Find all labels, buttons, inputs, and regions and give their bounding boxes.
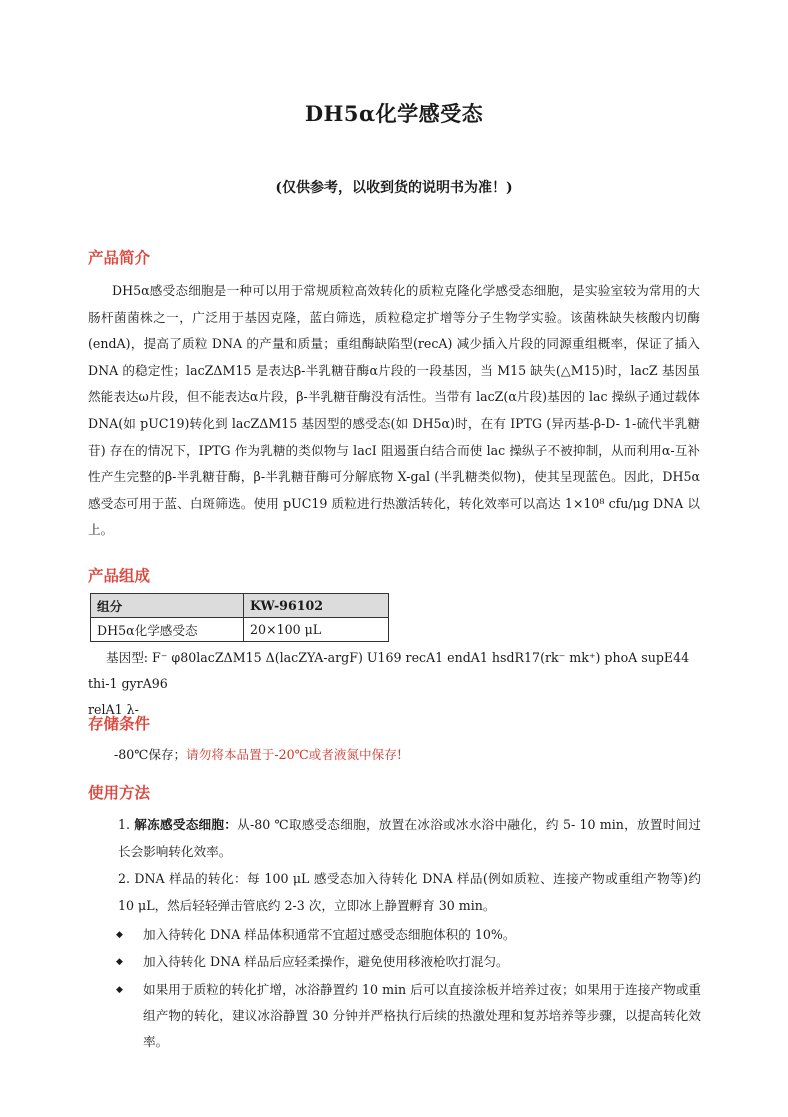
step-text: 从-80 ℃取感受态细胞，放置在冰浴或冰水浴中融化，约 5- 10 min，放置时间过长会影响转化效率。 — [118, 817, 701, 859]
section-heading-usage: 使用方法 — [88, 784, 151, 802]
list-item: 加入待转化 DNA 样品体积通常不宜超过感受态细胞体积的 10%。 — [143, 927, 516, 942]
intro-paragraph — [88, 278, 700, 544]
section-heading-composition: 产品组成 — [88, 567, 151, 585]
usage-step-2: 2. DNA 样品的转化：每 100 μL 感受态加入待转化 DNA 样品(例如质粒、连接产物或重组产物等)约 10 μL，然后轻轻弹击管底约 2-3 次，立即冰上静置孵育 30 min。 — [118, 871, 701, 913]
step-title: 解冻感受态细胞： — [134, 817, 238, 832]
list-item: 如果用于质粒的转化扩增，冰浴静置约 10 min 后可以直接涂板并培养过夜；如果用于连接产物或重组产物的转化，建议冰浴静置 30 分钟并严格执行后续的热激处理和复苏培养等步骤，以提高转化效率。 — [143, 982, 701, 1049]
table-cell: DH5α化学感受态 — [91, 618, 244, 642]
storage-text — [114, 742, 700, 769]
table-header-row — [91, 594, 389, 618]
storage-text-main: -80℃保存； — [114, 747, 187, 762]
list-item: 加入待转化 DNA 样品后应轻柔操作，避免使用移液枪吹打混匀。 — [143, 954, 509, 969]
genotype-line-2: relA1 λ- — [88, 702, 139, 717]
composition-table — [90, 593, 389, 642]
section-heading-storage: 存储条件 — [88, 715, 151, 733]
table-header-cell: 组分 — [91, 594, 244, 618]
table-cell: 20×100 μL — [244, 618, 389, 642]
genotype-line-1: 基因型: F⁻ φ80lacZΔM15 Δ(lacZYA-argF) U169 recA1 endA1 hsdR17(rk⁻ mk⁺) phoA supE44 thi-1 gyrA96 — [88, 650, 690, 691]
document-subtitle: (仅供参考，以收到货的说明书为准！) — [275, 180, 513, 196]
storage-warning: 请勿将本品置于-20℃或者液氮中保存! — [186, 747, 402, 762]
table-header-cell: KW-96102 — [244, 594, 389, 618]
section-heading-intro: 产品简介 — [88, 249, 151, 267]
table-row — [91, 618, 389, 642]
usage-step-1 — [118, 811, 701, 865]
genotype-text — [88, 645, 702, 723]
step-number: 1. — [118, 817, 131, 832]
bullet-diamond-icon: ◆ — [116, 985, 123, 995]
document-title: DH5α化学感受态 — [304, 101, 484, 126]
intro-text: DH5α感受态细胞是一种可以用于常规质粒高效转化的质粒克隆化学感受态细胞，是实验室较为常用的大肠杆菌菌株之一，广泛用于基因克隆，蓝白筛选，质粒稳定扩增等分子生物学实验。该菌株缺失核酸内切酶(endA)，提高了质粒 DNA 的产量和质量；重组酶缺陷型(recA) 减少插入片段的同源重组概率，保证了插入 DNA 的稳定性；lacZΔM15 是表达β-半乳糖苷酶α片段的一段基因，当 M15 缺失(△M15)时，lacZ 基因虽然能表达ω片段，但不能表达α片段，β-半乳糖苷酶没有活性。当带有 lacZ(α片段)基因的 lac 操纵子通过载体 DNA(如 pUC19)转化到 lacZΔM15 基因型的感受态(如 DH5α)时，在有 IPTG (异丙基-β-D- 1-硫代半乳糖苷) 存在的情况下，IPTG 作为乳糖的类似物与 lacI 阻遏蛋白结合而使 lac 操纵子不被抑制，从而利用α-互补性产生完整的β-半乳糖苷酶，β-半乳糖苷酶可分解底物 X-gal (半乳糖类似物)，使其呈现蓝色。因此，DH5α感受态可用于蓝、白斑筛选。使用 pUC19 质粒进行热激活转化，转化效率可以高达 1×10⁸ cfu/μg DNA 以上。 — [88, 283, 700, 538]
bullet-diamond-icon: ◆ — [116, 957, 123, 967]
bullet-diamond-icon: ◆ — [116, 930, 123, 940]
